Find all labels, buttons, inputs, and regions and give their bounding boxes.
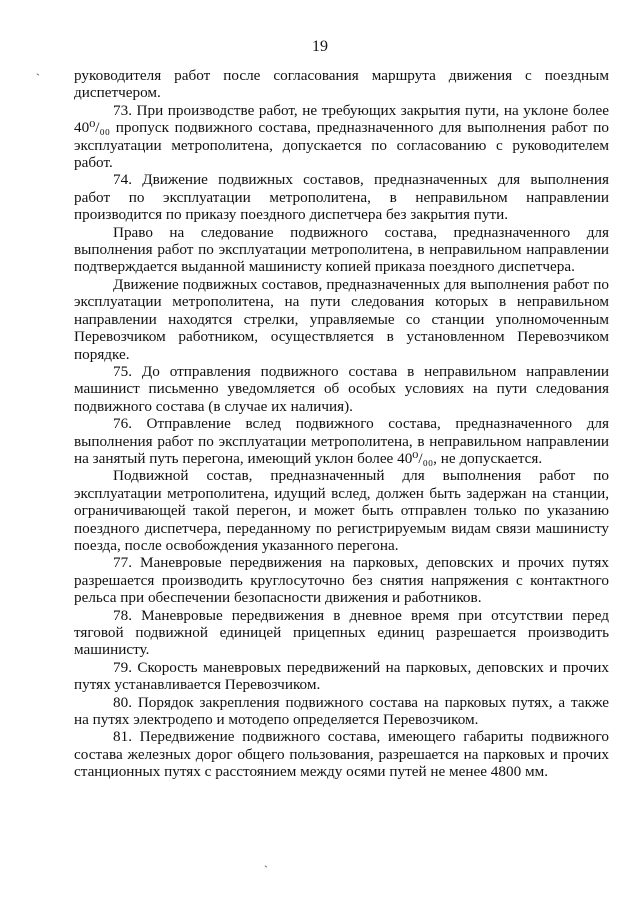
paragraph-74-switches: Движение подвижных составов, предназначенных для выполнения работ по эксплуатации метрополитена, на пути следования которых в неправильном направлении находятся стрелки, управляемые со станции уполномоченным Перевозчиком работником, осуществляется в установленном Перевозчиком порядке. (74, 275, 609, 363)
paragraph-77: 77. Маневровые передвижения на парковых, деповских и прочих путях разрешается производить круглосуточно без снятия напряжения с контактного рельса при обеспечении безопасности движения и работников. (74, 554, 609, 607)
scan-mark: ` (36, 71, 40, 85)
paragraph-75: 75. До отправления подвижного состава в неправильном направлении машинист письменно уведомляется об особых условиях на пути следования подвижного состава (в случае их наличия). (74, 362, 609, 415)
paragraph-76: 76. Отправление вслед подвижного состава, предназначенного для выполнения работ по эксплуатации метрополитена, в неправильном направлении на занятый путь перегона, имеющий уклон более 40⁰/₀₀, не допускается. (74, 415, 609, 467)
paragraph-73: 73. При производстве работ, не требующих закрытия пути, на уклоне более 40⁰/₀₀ пропуск подвижного состава, предназначенного для выполнения работ по эксплуатации метрополитена, допускается по согласованию с руководителем работ. (74, 101, 609, 172)
document-body (74, 67, 609, 781)
paragraph-continuation: руководителя работ после согласования маршрута движения с поездным диспетчером. (74, 67, 609, 102)
paragraph-79: 79. Скорость маневровых передвижений на парковых, деповских и прочих путях устанавливается Перевозчиком. (74, 658, 609, 694)
page-number: 19 (312, 38, 328, 55)
paragraph-80: 80. Порядок закрепления подвижного состава на парковых путях, а также на путях электродепо и мотодепо определяется Перевозчиком. (74, 693, 609, 729)
paragraph-78: 78. Маневровые передвижения в дневное время при отсутствии перед тяговой подвижной единицей прицепных единиц разрешается производить машинисту. (74, 606, 609, 659)
paragraph-74: 74. Движение подвижных составов, предназначенных для выполнения работ по эксплуатации метрополитена, в неправильном направлении производится по приказу поездного диспетчера без закрытия пути. (74, 171, 609, 224)
paragraph-76-following: Подвижной состав, предназначенный для выполнения работ по эксплуатации метрополитена, идущий вслед, должен быть задержан на станции, ограничивающей такой перегон, и может быть отправлен только по указанию поездного диспетчера, переданному по регистрируемым видам связи машинисту поезда, после освобождения указанного перегона. (74, 467, 609, 554)
paragraph-81: 81. Передвижение подвижного состава, имеющего габариты подвижного состава железных дорог общего пользования, разрешается на парковых и прочих станционных путях с расстоянием между осями путей не менее 4800 мм. (74, 728, 609, 781)
scan-mark: ` (264, 863, 268, 877)
paragraph-74-right: Право на следование подвижного состава, предназначенного для выполнения работ по эксплуатации метрополитена, в неправильном направлении подтверждается выданной машинисту копией приказа поездного диспетчера. (74, 223, 609, 276)
